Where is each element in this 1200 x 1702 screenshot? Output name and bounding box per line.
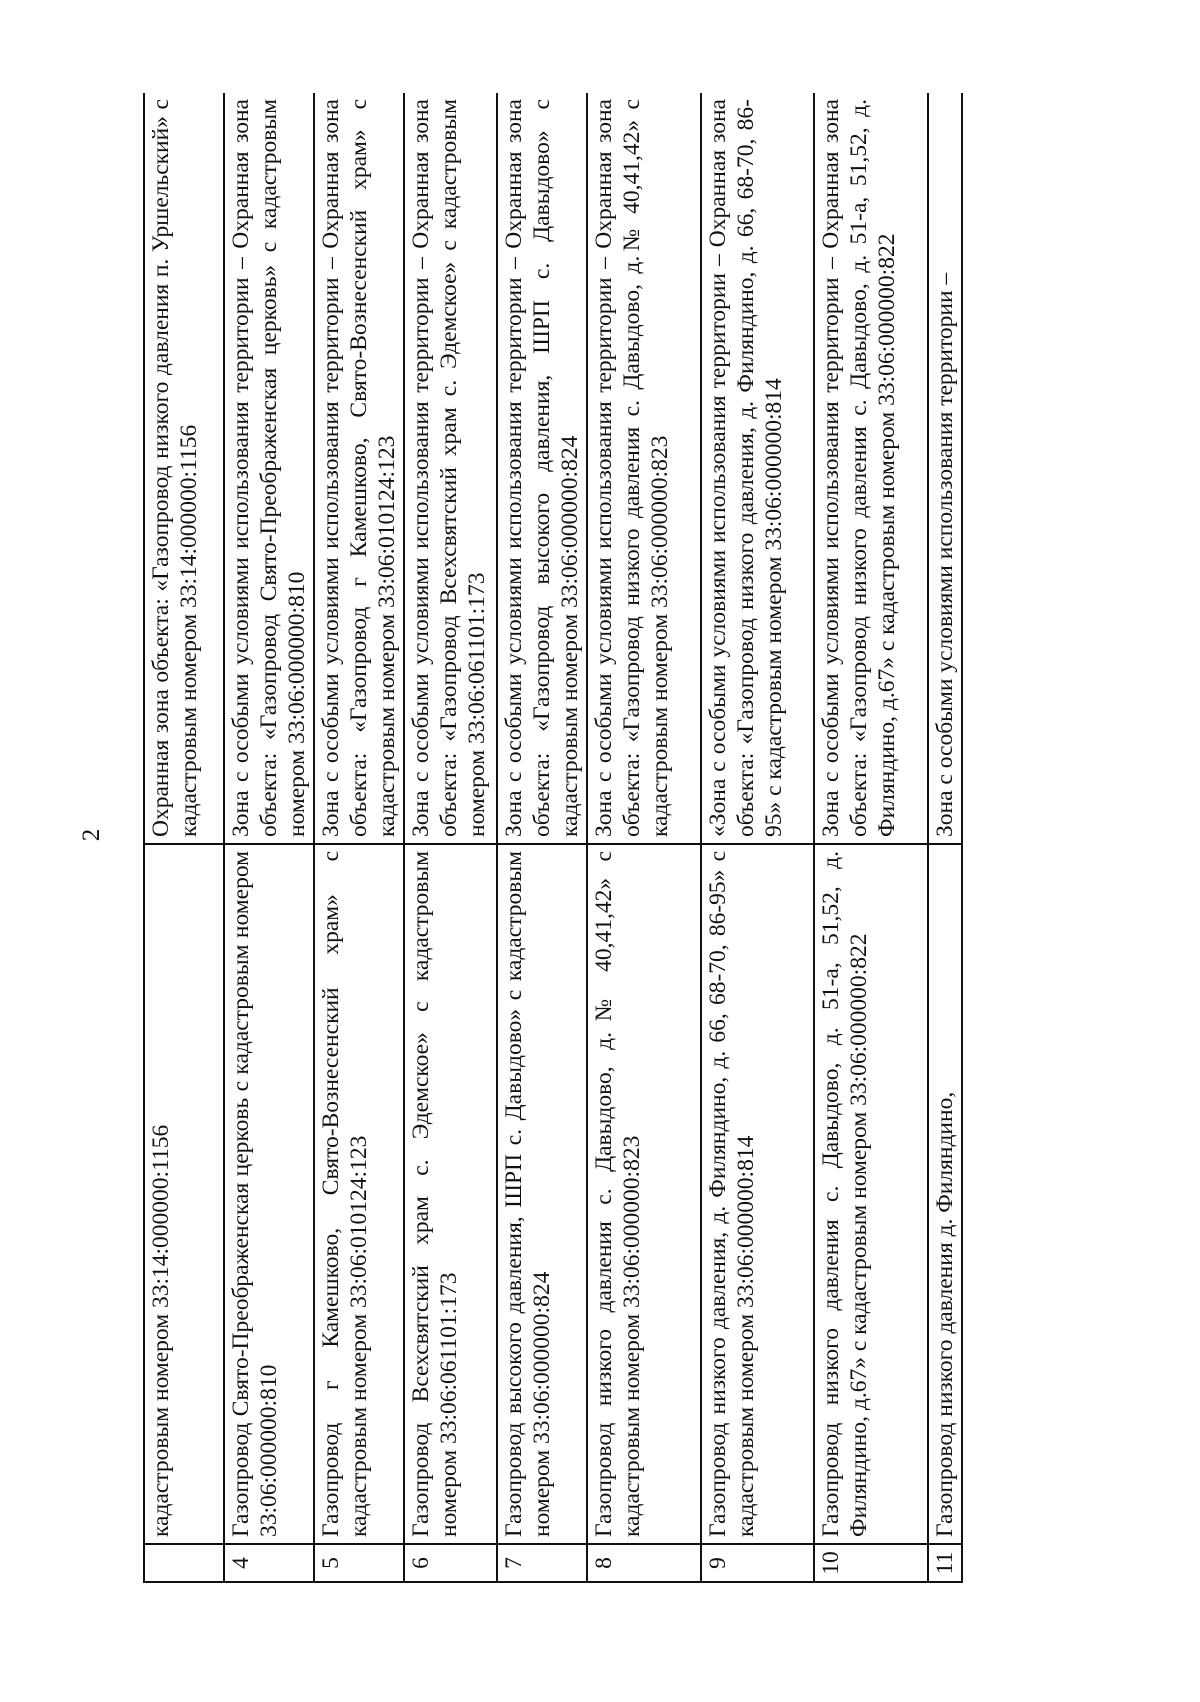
object-name: Газопровод низкого давления, д. Филяндино, д. 66, 68-70, 86-95» с кадастровым номером 33:06:000000:814 <box>701 844 814 1544</box>
rotated-table-wrapper <box>143 93 1172 1583</box>
zone-description: Зона с особыми условиями использования территории – Охранная зона объекта: «Газопровод низкого давления с. Давыдово, д. 51-а, 51,52, д. Филяндино, д.67» с кадастровым номером 33:06:000000:822 <box>814 93 928 844</box>
table-row <box>587 93 701 1582</box>
table-row <box>701 93 814 1582</box>
table-row <box>814 93 928 1582</box>
page-number: 2 <box>78 828 105 842</box>
table-row <box>404 93 497 1582</box>
table-row <box>144 93 224 1582</box>
row-number: 9 <box>701 1544 814 1582</box>
table-row <box>928 93 962 1582</box>
object-name: Газопровод низкого давления д. Филяндино, <box>928 844 962 1544</box>
object-name: Газопровод Всехсвятский храм с. Эдемское» с кадастровым номером 33:06:061101:173 <box>404 844 497 1544</box>
row-number: 8 <box>587 1544 701 1582</box>
table-row <box>314 93 404 1582</box>
object-name: Газопровод высокого давления, ШРП с. Давыдово» с кадастровым номером 33:06:000000:824 <box>497 844 587 1544</box>
object-name: кадастровым номером 33:14:000000:1156 <box>144 844 224 1544</box>
object-name: Газопровод Свято-Преображенская церковь с кадастровым номером 33:06:000000:810 <box>224 844 314 1544</box>
row-number: 4 <box>224 1544 314 1582</box>
row-number <box>144 1544 224 1582</box>
zone-description: «Зона с особыми условиями использования территории – Охранная зона объекта: «Газопровод низкого давления, д. Филяндино, д. 66, 68-70, 86-95» с кадастровым номером 33:06:000000:814 <box>701 93 814 844</box>
row-number: 10 <box>814 1544 928 1582</box>
zone-description: Зона с особыми условиями использования территории – <box>928 93 962 844</box>
zone-description: Зона с особыми условиями использования территории – Охранная зона объекта: «Газопровод низкого давления с. Давыдово, д.№ 40,41,42» с кадастровым номером 33:06:000000:823 <box>587 93 701 844</box>
table-row <box>224 93 314 1582</box>
zones-table <box>143 93 963 1583</box>
zone-description: Зона с особыми условиями использования территории – Охранная зона объекта: «Газопровод г Камешково, Свято-Вознесенский храм» с кадастровым номером 33:06:010124:123 <box>314 93 404 844</box>
table-row <box>497 93 587 1582</box>
row-number: 7 <box>497 1544 587 1582</box>
zone-description: Охранная зона объекта: «Газопровод низкого давления п. Уршельский» с кадастровым номером 33:14:000000:1156 <box>144 93 224 844</box>
zone-description: Зона с особыми условиями использования территории – Охранная зона объекта: «Газопровод Всехсвятский храм с. Эдемское» с кадастровым номером 33:06:061101:173 <box>404 93 497 844</box>
zone-description: Зона с особыми условиями использования территории – Охранная зона объекта: «Газопровод высокого давления, ШРП с. Давыдово» с кадастровым номером 33:06:000000:824 <box>497 93 587 844</box>
zone-description: Зона с особыми условиями использования территории – Охранная зона объекта: «Газопровод Свято-Преображенская церковь» с кадастровым номером 33:06:000000:810 <box>224 93 314 844</box>
row-number: 11 <box>928 1544 962 1582</box>
object-name: Газопровод низкого давления с. Давыдово, д. 51-а, 51,52, д. Филяндино, д.67» с кадастровым номером 33:06:000000:822 <box>814 844 928 1544</box>
object-name: Газопровод г Камешково, Свято-Вознесенский храм» с кадастровым номером 33:06:010124:123 <box>314 844 404 1544</box>
row-number: 6 <box>404 1544 497 1582</box>
row-number: 5 <box>314 1544 404 1582</box>
object-name: Газопровод низкого давления с. Давыдово, д.№ 40,41,42» с кадастровым номером 33:06:000000:823 <box>587 844 701 1544</box>
table-area <box>143 93 1172 1583</box>
